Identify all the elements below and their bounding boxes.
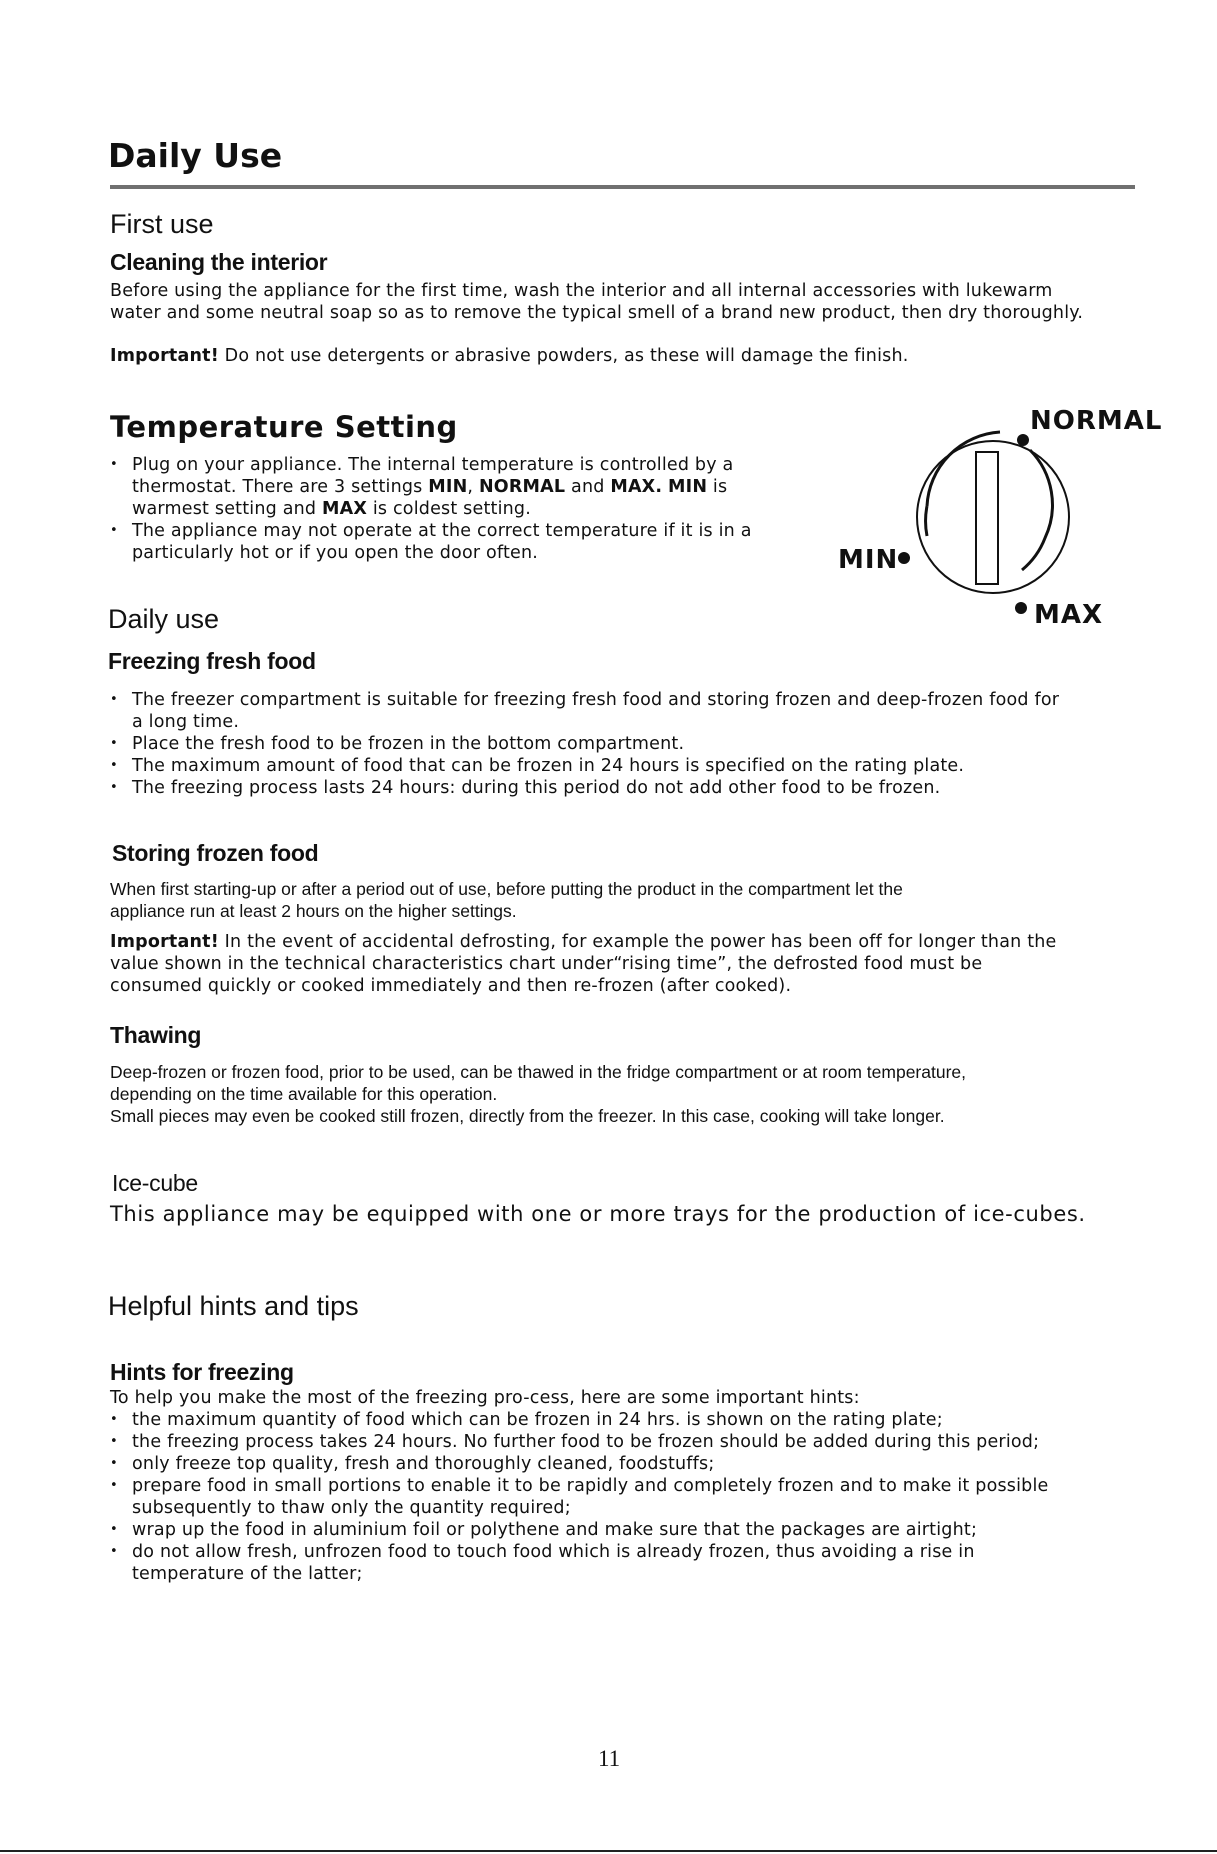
max-dot	[1015, 602, 1027, 614]
important-label: Important!	[110, 346, 219, 366]
title-divider	[110, 185, 1135, 189]
cleaning-text	[110, 280, 1160, 324]
thawing-text: Deep-frozen or frozen food, prior to be used, can be thawed in the fridge compartment or at room temperature, depending on the time available for this operation. Small pieces may even be cooked still frozen, directly from the freezer. In this case, cooking will take longer.	[110, 1062, 967, 1126]
icecube-heading: Ice-cube	[112, 1170, 198, 1196]
hints-intro: To help you make the most of the freezing pro-cess, here are some important hints:	[110, 1388, 860, 1408]
dial-min-label: MIN	[838, 545, 899, 575]
freezing-bullet-4: • The freezing process lasts 24 hours: during this period do not add other food to be frozen.	[108, 777, 1188, 799]
hints-bullet-2: • the freezing process takes 24 hours. No further food to be frozen should be added during this period;	[108, 1431, 1203, 1453]
dial-pointer	[976, 452, 998, 584]
storing-heading: Storing frozen food	[112, 840, 319, 866]
temperature-heading: Temperature Setting	[110, 410, 458, 444]
hints-bullet-6: • do not allow fresh, unfrozen food to touch food which is already frozen, thus avoiding a rise in temperature of the latter;	[108, 1541, 1203, 1585]
storing-para-2: Important! In the event of accidental defrosting, for example the power has been off for longer than the value shown in the technical characteristics chart under“rising time”, the defrosted food must be consumed quickly or cooked immediately and then re-frozen (after cooked).	[110, 932, 1057, 996]
hints-heading: Helpful hints and tips	[108, 1291, 359, 1321]
dial-arc-top	[927, 432, 1000, 506]
dial-max-label: MAX	[1034, 600, 1104, 630]
hints-bullet-4: • prepare food in small portions to enable it to be rapidly and completely frozen and to make it possible subsequently to thaw only the quantity required;	[108, 1475, 1203, 1519]
hints-bullet-3: • only freeze top quality, fresh and thoroughly cleaned, foodstuffs;	[108, 1453, 1203, 1475]
cleaning-line-2: water and some neutral soap so as to remove the typical smell of a brand new product, then dry thoroughly.	[110, 303, 1084, 323]
daily-use-heading: Daily use	[108, 604, 220, 634]
storing-para-1: When first starting-up or after a period out of use, before putting the product in the compartment let the appliance run at least 2 hours on the higher settings.	[110, 879, 903, 921]
storing-important-label: Important!	[110, 932, 219, 952]
thawing-heading: Thawing	[110, 1022, 202, 1048]
freezing-list	[108, 689, 1188, 799]
min-dot	[898, 552, 910, 564]
page-title: Daily Use	[108, 136, 283, 175]
temperature-bullet-1: • Plug on your appliance. The internal temperature is controlled by a thermostat. There are 3 settings MIN, NORMAL and MAX. MIN is warmest setting and MAX is coldest setting.	[108, 454, 808, 520]
hints-list	[108, 1409, 1203, 1585]
dial-arc-right	[1022, 450, 1052, 570]
dial-normal-label: NORMAL	[1030, 406, 1163, 436]
cleaning-line-1: Before using the appliance for the first time, wash the interior and all internal accessories with lukewarm	[110, 281, 1053, 301]
page-bottom-edge	[0, 1850, 1217, 1852]
hints-bullet-5: • wrap up the food in aluminium foil or polythene and make sure that the packages are airtight;	[108, 1519, 1203, 1541]
freezing-heading: Freezing fresh food	[108, 648, 316, 674]
freezing-bullet-3: • The maximum amount of food that can be frozen in 24 hours is specified on the rating plate.	[108, 755, 1188, 777]
page-number: 11	[598, 1746, 621, 1771]
hints-freezing-heading: Hints for freezing	[110, 1359, 294, 1385]
temperature-list	[108, 454, 808, 564]
hints-bullet-1: • the maximum quantity of food which can be frozen in 24 hrs. is shown on the rating plate;	[108, 1409, 1203, 1431]
freezing-bullet-1: • The freezer compartment is suitable for freezing fresh food and storing frozen and deep-frozen food for a long time.	[108, 689, 1188, 733]
temperature-bullet-2: • The appliance may not operate at the correct temperature if it is in a particularly hot or if you open the door often.	[108, 520, 808, 564]
icecube-text: This appliance may be equipped with one or more trays for the production of ice-cubes.	[110, 1202, 1086, 1226]
important-text: Do not use detergents or abrasive powders, as these will damage the finish.	[218, 346, 909, 366]
first-use-heading: First use	[110, 209, 214, 239]
normal-dot	[1017, 434, 1029, 446]
cleaning-heading: Cleaning the interior	[110, 249, 328, 275]
cleaning-important	[110, 345, 1160, 367]
freezing-bullet-2: • Place the fresh food to be frozen in the bottom compartment.	[108, 733, 1188, 755]
dial-knob	[917, 441, 1069, 593]
